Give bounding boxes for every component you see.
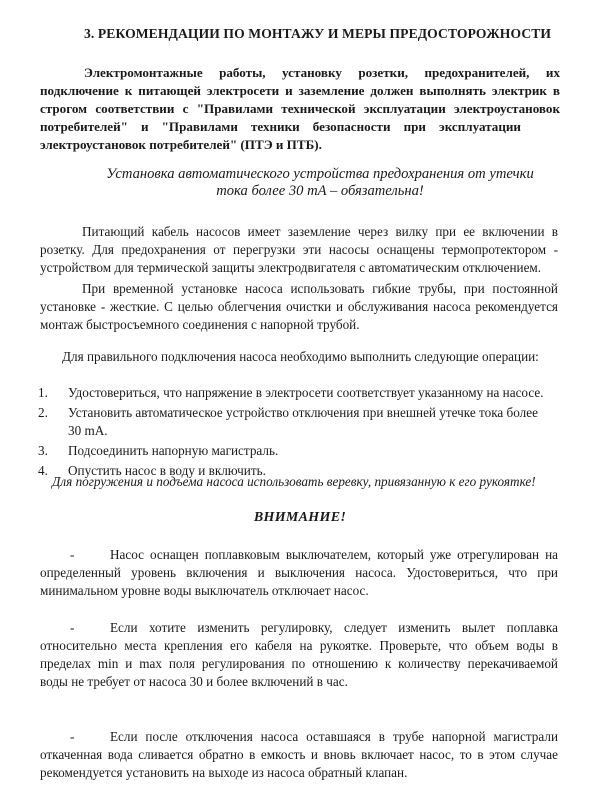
list-item <box>38 384 568 402</box>
intro-line: потребителей" и "Правилами техники безопасности при эксплуатации <box>40 119 521 134</box>
note-first-line <box>40 546 558 564</box>
attention-title: ВНИМАНИЕ! <box>253 510 347 525</box>
rope-warning: Для погружения и подъема насоса использовать веревку, привязанную к его рукоятке! <box>52 474 536 489</box>
note-text: Если после отключения насоса оставшаяся в трубе напорной магистрали <box>110 729 558 744</box>
step-text: Подсоединить напорную магистраль. <box>68 443 279 458</box>
paragraph-line: розетку. Для предохранения от перегрузки эти насосы оснащены термопротектором - <box>40 242 558 257</box>
step-number: 3. <box>38 443 48 458</box>
paragraph-line: монтаж быстросъемного соединения с напорной трубой. <box>40 317 360 332</box>
note-line: тока более 30 mA – обязательна! <box>216 183 424 199</box>
step-text: 30 mA. <box>68 423 108 438</box>
list-item <box>38 442 568 460</box>
pipe-installation-paragraph <box>40 280 558 334</box>
paragraph-line: При временной установке насоса использовать гибкие трубы, при постоянной <box>82 281 558 296</box>
steps-intro: Для правильного подключения насоса необходимо выполнить следующие операции: <box>62 349 539 364</box>
note-line: минимальном уровне воды выключатель отключает насос. <box>40 583 369 598</box>
step-text: Опустить насос в воду и включить. <box>68 463 266 478</box>
rcd-mandatory-note <box>40 166 600 200</box>
float-switch-note <box>40 546 558 600</box>
paragraph-line: установке - жесткие. С целью облегчения очистки и обслуживания насоса рекомендуется <box>40 299 558 314</box>
intro-line: Электромонтажные работы, установку розетки, предохранителей, их <box>84 65 560 80</box>
electrical-work-requirements <box>40 64 560 154</box>
float-adjustment-note <box>40 619 558 691</box>
step-number: 2. <box>38 405 48 420</box>
connection-steps-list <box>38 384 568 482</box>
step-number: 1. <box>38 385 48 400</box>
step-text: Установить автоматическое устройство отключения при внешней утечке тока более <box>68 405 538 420</box>
note-line: рекомендуется установить на выходе из насоса обратный клапан. <box>40 765 408 780</box>
note-line: Установка автоматического устройства предохранения от утечки <box>106 166 534 182</box>
dash-marker: - <box>70 547 75 562</box>
step-number: 4. <box>38 463 48 478</box>
note-line: относительно места крепления его кабеля на рукоятке. Проверьте, что объем воды в <box>40 638 558 653</box>
step-text: Удостовериться, что напряжение в электросети соответствует указанному на насосе. <box>68 385 544 400</box>
note-first-line <box>40 619 558 637</box>
section-title: 3. РЕКОМЕНДАЦИИ ПО МОНТАЖУ И МЕРЫ ПРЕДОСТОРОЖНОСТИ <box>84 26 552 41</box>
note-first-line <box>40 728 558 746</box>
note-line: откаченная вода сливается обратно в емкость и вновь включает насос, то в этом случае <box>40 747 558 762</box>
paragraph-line: Питающий кабель насосов имеет заземление через вилку при ее включении в <box>82 224 558 239</box>
note-text: Если хотите изменить регулировку, следует изменить вылет поплавка <box>110 620 558 635</box>
check-valve-note <box>40 728 558 782</box>
note-line: определенный уровень включения и выключения насоса. Удостовериться, что при <box>40 565 558 580</box>
intro-line: подключение к питающей электросети и заземление должен выполнять электрик в <box>40 83 560 98</box>
dash-marker: - <box>70 620 75 635</box>
dash-marker: - <box>70 729 75 744</box>
paragraph-line: устройством для термической защиты электродвигателя с автоматическим отключением. <box>40 260 542 275</box>
intro-line: строгом соответствии с "Правилами технической эксплуатации электроустановок <box>40 101 560 116</box>
note-line: воды не требует от насоса 30 и более включений в час. <box>40 674 348 689</box>
intro-line: электроустановок потребителей" (ПТЭ и ПТБ). <box>40 137 322 152</box>
power-cable-paragraph <box>40 223 558 277</box>
list-item <box>38 404 568 440</box>
note-line: пределах min и max поля регулирования по отношению к количеству перекачиваемой <box>40 656 558 671</box>
note-text: Насос оснащен поплавковым выключателем, который уже отрегулирован на <box>110 547 558 562</box>
